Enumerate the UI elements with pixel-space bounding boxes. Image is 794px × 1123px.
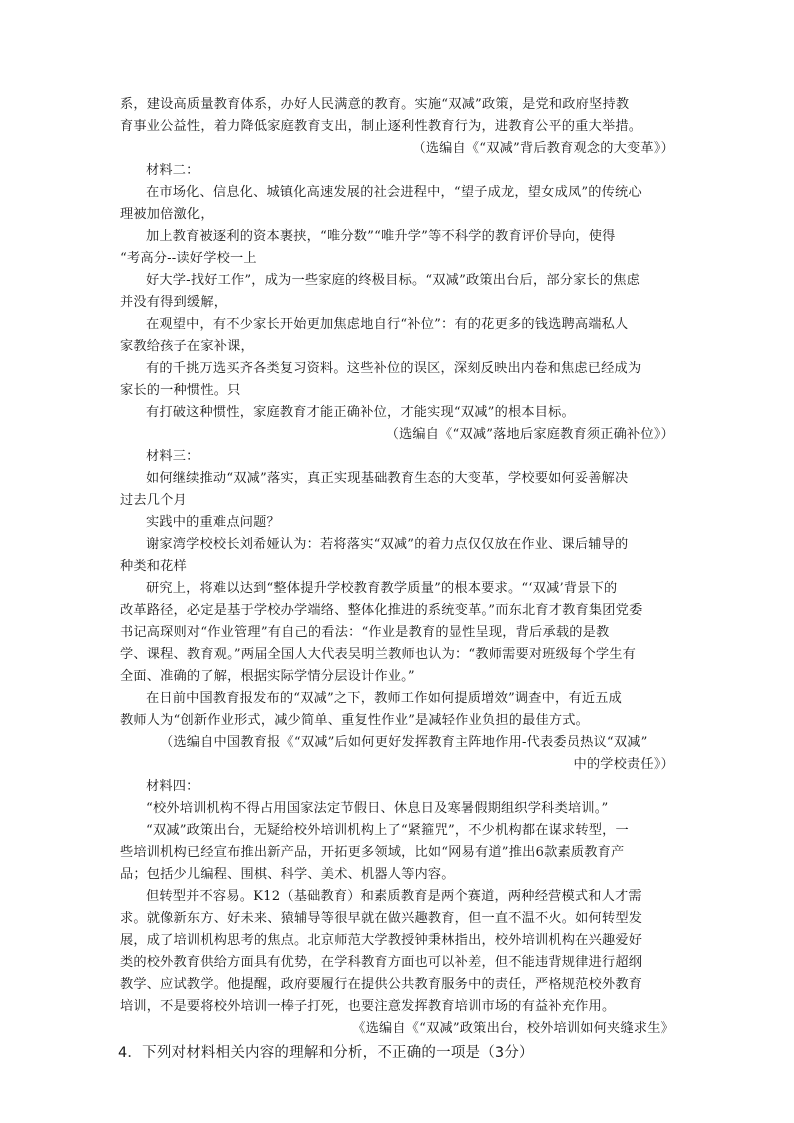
body-line: 学、课程、教育观。”两届全国人大代表吴明兰教师也认为：“教师需要对班级每个学生有	[120, 647, 637, 662]
body-line: 育事业公益性，着力降低家庭教育支出，制止逐利性教育行为，进教育公平的重大举措。	[120, 119, 643, 134]
body-line: 实践中的重难点问题？	[146, 515, 280, 530]
body-line: 在观望中，有不少家长开始更加焦虑地自行“补位”：有的花更多的钱选聘高端私人	[146, 317, 629, 332]
body-line: 在日前中国教育报发布的“双减”之下，教师工作如何提质增效”调查中，有近五成	[146, 691, 622, 706]
body-line: 品；包括少儿编程、围棋、科学、美术、机器人等内容。	[120, 867, 455, 882]
section-heading: 材料三：	[146, 449, 200, 464]
body-line: 改革路径，必定是基于学校办学端络、整体化推进的系统变革。”而东北育才教育集团党委	[120, 603, 643, 618]
body-line: 家教给孩子在家补课，	[120, 339, 254, 354]
body-line: 理被加倍激化，	[120, 207, 214, 222]
section-heading: 材料四：	[146, 779, 200, 794]
source-citation: （选编自中国教育报《“双减”后如何更好发挥教育主阵地作用-代表委员热议“双减”	[160, 735, 648, 750]
source-citation: 《选编自《“双减”政策出台，校外培训如何夹缝求生》	[352, 1021, 674, 1036]
body-line: 家长的一种惯性。只	[120, 383, 241, 398]
body-line: 如何继续推动“双减”落实，真正实现基础教育生态的大变革，学校要如何妥善解决	[146, 471, 629, 486]
body-line: 有打破这种惯性，家庭教育才能正确补位，才能实现“双减”的根本目标。	[146, 405, 575, 420]
body-line: 有的千挑万选买齐各类复习资料。这些补位的误区，深刻反映出内卷和焦虑已经成为	[146, 361, 642, 376]
body-line: 并没有得到缓解，	[120, 295, 228, 310]
body-line: 研究上，将难以达到“整体提升学校教育教学质量”的根本要求。“‘双减’背景下的	[146, 581, 618, 596]
source-citation: （选编自《“双减”落地后家庭教育须正确补位》）	[385, 427, 674, 442]
body-line: 展，成了培训机构思考的焦点。北京师范大学教授钟秉林指出，校外培训机构在兴趣爱好	[120, 933, 643, 948]
source-citation: （选编自《“双减”背后教育观念的大变革》）	[412, 141, 674, 156]
body-line: 但转型并不容易。K12（基础教育）和素质教育是两个赛道，两种经营模式和人才需	[146, 889, 642, 904]
body-line: 在市场化、信息化、城镇化高速发展的社会进程中，“望子成龙，望女成凤”的传统心	[146, 185, 642, 200]
body-line: 种类和花样	[120, 559, 187, 574]
body-line: 过去几个月	[120, 493, 187, 508]
body-line: 求。就像新东方、好未来、猿辅导等很早就在做兴趣教育，但一直不温不火。如何转型发	[120, 911, 643, 926]
body-line: 谢家湾学校校长刘希娅认为：若将落实“双减”的着力点仅仅放在作业、课后辅导的	[146, 537, 629, 552]
source-citation: 中的学校责任》）	[573, 757, 674, 772]
body-line: 教学、应试教学。他提醒，政府要履行在提供公共教育服务中的责任，严格规范校外教育	[120, 977, 643, 992]
body-line: 书记高琛则对“作业管理”有自己的看法：“作业是教育的显性呈现，背后承载的是教	[120, 625, 610, 640]
body-line: “校外培训机构不得占用国家法定节假日、休息日及寒暑假期组织学科类培训。”	[146, 801, 609, 816]
body-line: 些培训机构已经宣布推出新产品，开拓更多领域，比如“网易有道”推出6款素质教育产	[120, 845, 625, 860]
body-line: 系，建设高质量教育体系，办好人民满意的教育。实施“双减”政策，是党和政府坚持教	[120, 97, 630, 112]
section-heading: 材料二：	[146, 163, 200, 178]
body-line: 培训，不是要将校外培训一棒子打死，也要注意发挥教育培训市场的有益补充作用。	[120, 999, 616, 1014]
body-line: “双减”政策出台，无疑给校外培训机构上了“紧箍咒”，不少机构都在谋求转型，一	[146, 823, 629, 838]
body-line: 好大学-找好工作”，成为一些家庭的终极目标。“双减”政策出台后，部分家长的焦虑	[146, 273, 641, 288]
body-line: 类的校外教育供给方面具有优势，在学科教育方面也可以补差，但不能违背规律进行超纲	[120, 955, 643, 970]
body-line: 加上教育被逐利的资本裹挟，“唯分数”“唯升学”等不科学的教育评价导向，使得	[146, 229, 616, 244]
body-line: “考高分--读好学校一上	[120, 251, 257, 266]
body-line: 教师人为“创新作业形式，减少简单、重复性作业”是减轻作业负担的最佳方式。	[120, 713, 590, 728]
body-line: 全面、准确的了解，根据实际学情分层设计作业。”	[120, 669, 415, 684]
question-prompt: 4．下列对材料相关内容的理解和分析，不正确的一项是（3分）	[118, 1045, 534, 1061]
